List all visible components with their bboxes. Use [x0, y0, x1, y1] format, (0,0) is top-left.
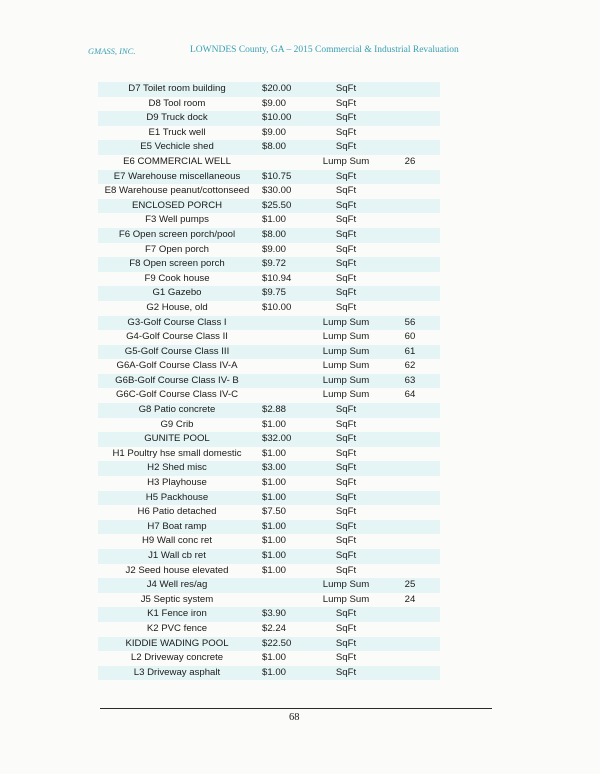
item-page-ref [380, 432, 440, 447]
table-row [98, 491, 440, 506]
item-price: $9.00 [256, 97, 312, 112]
item-unit: SqFt [312, 97, 380, 112]
table-row [98, 272, 440, 287]
item-description: H9 Wall conc ret [98, 534, 256, 549]
item-page-ref [380, 199, 440, 214]
table-row [98, 520, 440, 535]
table-row [98, 345, 440, 360]
item-description: F8 Open screen porch [98, 257, 256, 272]
table-row [98, 140, 440, 155]
item-price: $1.00 [256, 520, 312, 535]
item-price [256, 155, 312, 170]
table-row [98, 651, 440, 666]
item-unit: Lump Sum [312, 388, 380, 403]
item-unit: SqFt [312, 243, 380, 258]
item-description: F3 Well pumps [98, 213, 256, 228]
item-unit: SqFt [312, 170, 380, 185]
item-description: J1 Wall cb ret [98, 549, 256, 564]
item-page-ref: 61 [380, 345, 440, 360]
table-row [98, 155, 440, 170]
item-description: ENCLOSED PORCH [98, 199, 256, 214]
item-page-ref: 60 [380, 330, 440, 345]
item-description: F7 Open porch [98, 243, 256, 258]
item-unit: SqFt [312, 199, 380, 214]
item-unit: SqFt [312, 447, 380, 462]
item-price: $3.90 [256, 607, 312, 622]
item-page-ref [380, 447, 440, 462]
item-description: L2 Driveway concrete [98, 651, 256, 666]
item-page-ref [380, 228, 440, 243]
item-description: J5 Septic system [98, 593, 256, 608]
item-unit: SqFt [312, 140, 380, 155]
item-price: $3.00 [256, 461, 312, 476]
table-row [98, 316, 440, 331]
item-description: GUNITE POOL [98, 432, 256, 447]
item-unit: SqFt [312, 549, 380, 564]
item-page-ref [380, 418, 440, 433]
item-unit: SqFt [312, 257, 380, 272]
item-page-ref [380, 301, 440, 316]
table-row [98, 461, 440, 476]
item-description: K1 Fence iron [98, 607, 256, 622]
item-price: $9.72 [256, 257, 312, 272]
item-description: G6C-Golf Course Class IV-C [98, 388, 256, 403]
item-description: F6 Open screen porch/pool [98, 228, 256, 243]
item-description: E1 Truck well [98, 126, 256, 141]
item-page-ref [380, 651, 440, 666]
item-description: H3 Playhouse [98, 476, 256, 491]
item-unit: SqFt [312, 126, 380, 141]
item-price [256, 316, 312, 331]
item-unit: Lump Sum [312, 374, 380, 389]
item-unit: SqFt [312, 228, 380, 243]
item-unit: Lump Sum [312, 345, 380, 360]
item-price: $8.00 [256, 140, 312, 155]
item-price: $8.00 [256, 228, 312, 243]
item-unit: SqFt [312, 476, 380, 491]
item-description: F9 Cook house [98, 272, 256, 287]
item-page-ref [380, 243, 440, 258]
item-unit: SqFt [312, 505, 380, 520]
item-page-ref [380, 534, 440, 549]
item-page-ref: 63 [380, 374, 440, 389]
item-page-ref [380, 286, 440, 301]
table-row [98, 170, 440, 185]
item-unit: SqFt [312, 534, 380, 549]
item-page-ref [380, 505, 440, 520]
item-price: $10.94 [256, 272, 312, 287]
item-page-ref [380, 666, 440, 681]
item-price: $1.00 [256, 534, 312, 549]
item-unit: Lump Sum [312, 155, 380, 170]
item-price: $1.00 [256, 491, 312, 506]
item-page-ref [380, 111, 440, 126]
item-unit: SqFt [312, 82, 380, 97]
item-page-ref [380, 272, 440, 287]
item-unit: SqFt [312, 418, 380, 433]
table-row [98, 199, 440, 214]
item-unit: SqFt [312, 432, 380, 447]
item-page-ref [380, 97, 440, 112]
item-description: J2 Seed house elevated [98, 564, 256, 579]
item-page-ref [380, 476, 440, 491]
item-unit: SqFt [312, 564, 380, 579]
table-row [98, 97, 440, 112]
item-price: $10.75 [256, 170, 312, 185]
item-page-ref [380, 257, 440, 272]
item-page-ref [380, 564, 440, 579]
company-header: GMASS, INC. [88, 46, 136, 56]
item-description: G5-Golf Course Class III [98, 345, 256, 360]
table-row [98, 637, 440, 652]
item-price [256, 593, 312, 608]
item-page-ref: 24 [380, 593, 440, 608]
table-row [98, 476, 440, 491]
table-row [98, 432, 440, 447]
table-row [98, 359, 440, 374]
item-price: $9.00 [256, 243, 312, 258]
table-row [98, 447, 440, 462]
item-unit: SqFt [312, 301, 380, 316]
item-page-ref [380, 140, 440, 155]
item-price: $1.00 [256, 651, 312, 666]
item-unit: SqFt [312, 286, 380, 301]
table-row [98, 301, 440, 316]
item-description: H2 Shed misc [98, 461, 256, 476]
item-price [256, 345, 312, 360]
table-row [98, 593, 440, 608]
item-price [256, 330, 312, 345]
item-description: H1 Poultry hse small domestic [98, 447, 256, 462]
item-unit: SqFt [312, 111, 380, 126]
table-row [98, 564, 440, 579]
item-price: $1.00 [256, 476, 312, 491]
table-row [98, 534, 440, 549]
table-row [98, 82, 440, 97]
table-row [98, 286, 440, 301]
item-page-ref [380, 403, 440, 418]
item-description: D8 Tool room [98, 97, 256, 112]
item-description: G2 House, old [98, 301, 256, 316]
item-unit: SqFt [312, 637, 380, 652]
item-unit: Lump Sum [312, 578, 380, 593]
item-price: $22.50 [256, 637, 312, 652]
item-page-ref: 62 [380, 359, 440, 374]
item-unit: SqFt [312, 461, 380, 476]
item-description: G4-Golf Course Class II [98, 330, 256, 345]
table-row [98, 213, 440, 228]
item-description: G1 Gazebo [98, 286, 256, 301]
item-unit: SqFt [312, 491, 380, 506]
item-description: H6 Patio detached [98, 505, 256, 520]
item-page-ref [380, 549, 440, 564]
item-description: D7 Toilet room building [98, 82, 256, 97]
item-page-ref [380, 637, 440, 652]
item-page-ref [380, 213, 440, 228]
item-price [256, 388, 312, 403]
item-price: $2.88 [256, 403, 312, 418]
item-price: $10.00 [256, 301, 312, 316]
item-price [256, 359, 312, 374]
item-description: G6B-Golf Course Class IV- B [98, 374, 256, 389]
item-price: $2.24 [256, 622, 312, 637]
item-unit: SqFt [312, 622, 380, 637]
table-row [98, 505, 440, 520]
item-page-ref [380, 491, 440, 506]
item-price [256, 578, 312, 593]
item-description: L3 Driveway asphalt [98, 666, 256, 681]
item-unit: SqFt [312, 213, 380, 228]
item-page-ref: 26 [380, 155, 440, 170]
item-unit: SqFt [312, 651, 380, 666]
item-page-ref: 64 [380, 388, 440, 403]
item-page-ref [380, 622, 440, 637]
table-row [98, 403, 440, 418]
item-price: $1.00 [256, 549, 312, 564]
item-description: E7 Warehouse miscellaneous [98, 170, 256, 185]
item-page-ref [380, 520, 440, 535]
item-unit: SqFt [312, 666, 380, 681]
table-row [98, 549, 440, 564]
table-row [98, 388, 440, 403]
footer-divider [100, 708, 492, 709]
item-price: $7.50 [256, 505, 312, 520]
item-price: $10.00 [256, 111, 312, 126]
item-unit: Lump Sum [312, 316, 380, 331]
item-price: $1.00 [256, 418, 312, 433]
rate-table [98, 82, 440, 680]
item-description: KIDDIE WADING POOL [98, 637, 256, 652]
table-row [98, 418, 440, 433]
table-row [98, 374, 440, 389]
item-unit: SqFt [312, 184, 380, 199]
item-page-ref [380, 184, 440, 199]
item-price: $1.00 [256, 666, 312, 681]
table-row [98, 607, 440, 622]
item-page-ref [380, 607, 440, 622]
item-description: E5 Vechicle shed [98, 140, 256, 155]
item-description: J4 Well res/ag [98, 578, 256, 593]
item-description: G3-Golf Course Class I [98, 316, 256, 331]
item-price [256, 374, 312, 389]
item-page-ref [380, 126, 440, 141]
table-row [98, 257, 440, 272]
table-row [98, 184, 440, 199]
report-title-header: LOWNDES County, GA – 2015 Commercial & Industrial Revaluation [190, 45, 459, 55]
table-row [98, 666, 440, 681]
item-description: G8 Patio concrete [98, 403, 256, 418]
table-row [98, 111, 440, 126]
item-price: $9.75 [256, 286, 312, 301]
item-unit: Lump Sum [312, 330, 380, 345]
item-unit: SqFt [312, 403, 380, 418]
item-page-ref [380, 461, 440, 476]
item-price: $32.00 [256, 432, 312, 447]
item-unit: Lump Sum [312, 593, 380, 608]
item-page-ref [380, 82, 440, 97]
item-description: H7 Boat ramp [98, 520, 256, 535]
item-description: G9 Crib [98, 418, 256, 433]
table-row [98, 622, 440, 637]
page-number: 68 [289, 712, 300, 723]
item-description: G6A-Golf Course Class IV-A [98, 359, 256, 374]
item-price: $25.50 [256, 199, 312, 214]
table-row [98, 330, 440, 345]
item-description: E8 Warehouse peanut/cottonseed [98, 184, 256, 199]
item-price: $1.00 [256, 564, 312, 579]
item-price: $20.00 [256, 82, 312, 97]
table-row [98, 126, 440, 141]
table-row [98, 578, 440, 593]
item-description: E6 COMMERCIAL WELL [98, 155, 256, 170]
item-unit: SqFt [312, 607, 380, 622]
item-price: $1.00 [256, 447, 312, 462]
item-description: K2 PVC fence [98, 622, 256, 637]
item-page-ref [380, 170, 440, 185]
table-row [98, 243, 440, 258]
item-unit: Lump Sum [312, 359, 380, 374]
item-unit: SqFt [312, 272, 380, 287]
item-page-ref: 56 [380, 316, 440, 331]
item-unit: SqFt [312, 520, 380, 535]
item-description: D9 Truck dock [98, 111, 256, 126]
item-price: $9.00 [256, 126, 312, 141]
item-description: H5 Packhouse [98, 491, 256, 506]
item-page-ref: 25 [380, 578, 440, 593]
table-row [98, 228, 440, 243]
item-price: $1.00 [256, 213, 312, 228]
item-price: $30.00 [256, 184, 312, 199]
